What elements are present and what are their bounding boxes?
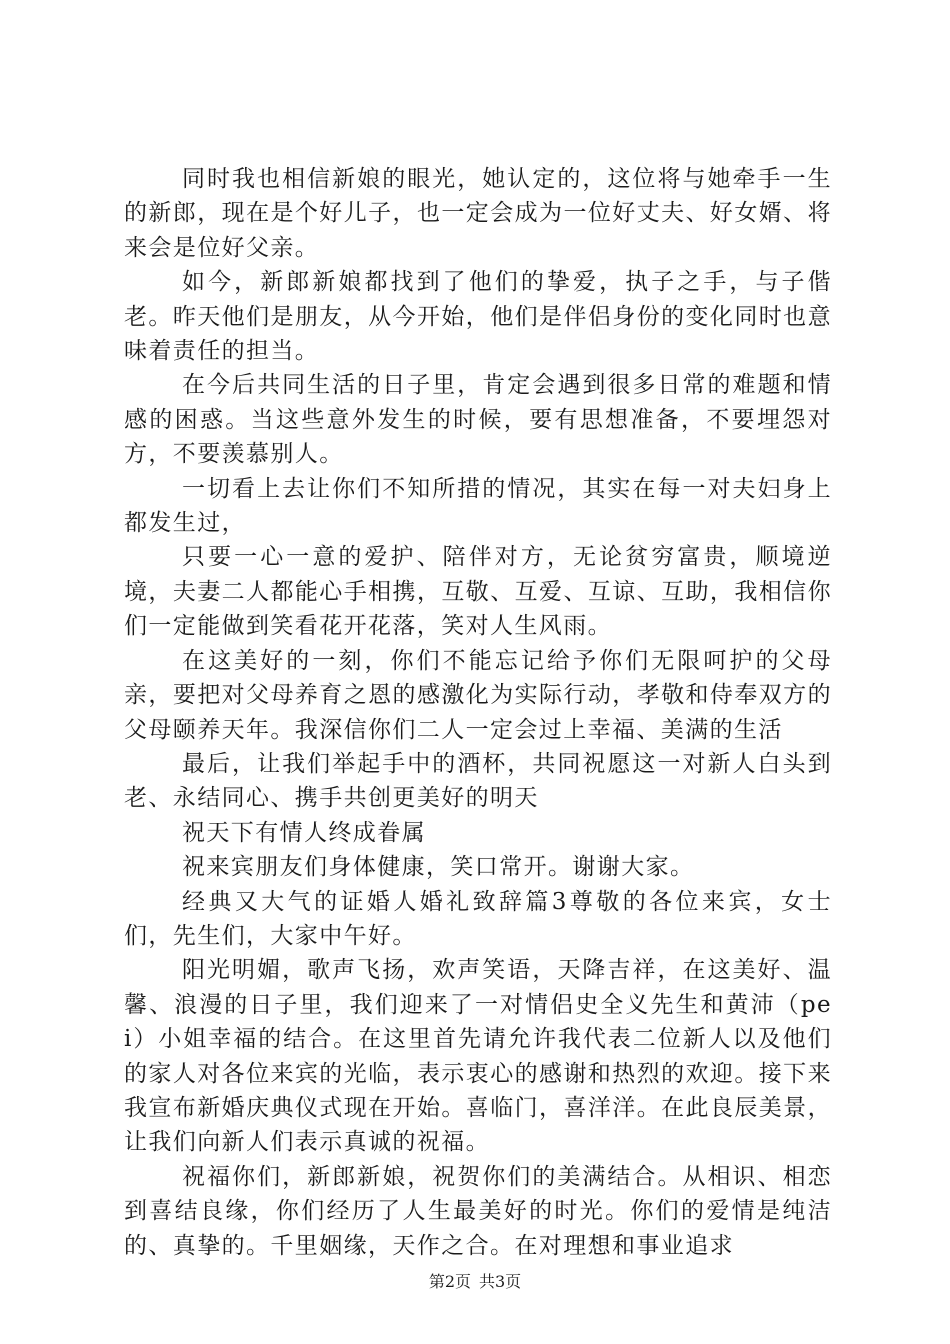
paragraph: 祝福你们，新郎新娘，祝贺你们的美满结合。从相识、相恋到喜结良缘，你们经历了人生最美好的时光。你们的爱情是纯洁的、真挚的。千里姻缘，天作之合。在对理想和事业追求: [124, 1163, 832, 1259]
paragraph: 祝来宾朋友们身体健康，笑口常开。谢谢大家。: [182, 854, 695, 881]
paragraph: 同时我也相信新娘的眼光，她认定的，这位将与她牵手一生的新郎，现在是个好儿子，也一定会成为一位好丈夫、好女婿、将来会是位好父亲。: [124, 166, 832, 261]
page-total: 共3页: [479, 1272, 522, 1291]
document-body: [124, 162, 832, 1263]
paragraph: 经典又大气的证婚人婚礼致辞篇3尊敬的各位来宾，女士们，先生们，大家中午好。: [124, 888, 832, 949]
paragraph: 在这美好的一刻，你们不能忘记给予你们无限呵护的父母亲，要把对父母养育之恩的感激化为实际行动，孝敬和侍奉双方的父母颐养天年。我深信你们二人一定会过上幸福、美满的生活: [124, 647, 832, 743]
page-number: 第2页: [428, 1272, 471, 1291]
paragraph: 一切看上去让你们不知所措的情况，其实在每一对夫妇身上都发生过，: [124, 475, 832, 537]
paragraph: 阳光明媚，歌声飞扬，欢声笑语，天降吉祥，在这美好、温馨、浪漫的日子里，我们迎来了一对情侣史全义先生和黄沛（pei）小姐幸福的结合。在这里首先请允许我代表二位新人以及他们的家人对各位来宾的光临，表示衷心的感谢和热烈的欢迎。接下来我宣布新婚庆典仪式现在开始。喜临门，喜洋洋。在此良辰美景，让我们向新人们表示真诚的祝福。: [124, 957, 832, 1156]
paragraph: 在今后共同生活的日子里，肯定会遇到很多日常的难题和情感的困惑。当这些意外发生的时候，要有思想准备，不要埋怨对方，不要羡慕别人。: [124, 372, 832, 468]
page-footer: [0, 1272, 950, 1292]
paragraph: 祝天下有情人终成眷属: [182, 819, 426, 846]
paragraph: 最后，让我们举起手中的酒杯，共同祝愿这一对新人白头到老、永结同心、携手共创更美好的明天: [124, 750, 832, 812]
paragraph: 如今，新郎新娘都找到了他们的挚爱，执子之手，与子偕老。昨天他们是朋友，从今开始，他们是伴侣身份的变化同时也意味着责任的担当。: [124, 269, 832, 365]
paragraph: 只要一心一意的爱护、陪伴对方，无论贫穷富贵，顺境逆境，夫妻二人都能心手相携，互敬、互爱、互谅、互助，我相信你们一定能做到笑看花开花落，笑对人生风雨。: [124, 544, 832, 640]
